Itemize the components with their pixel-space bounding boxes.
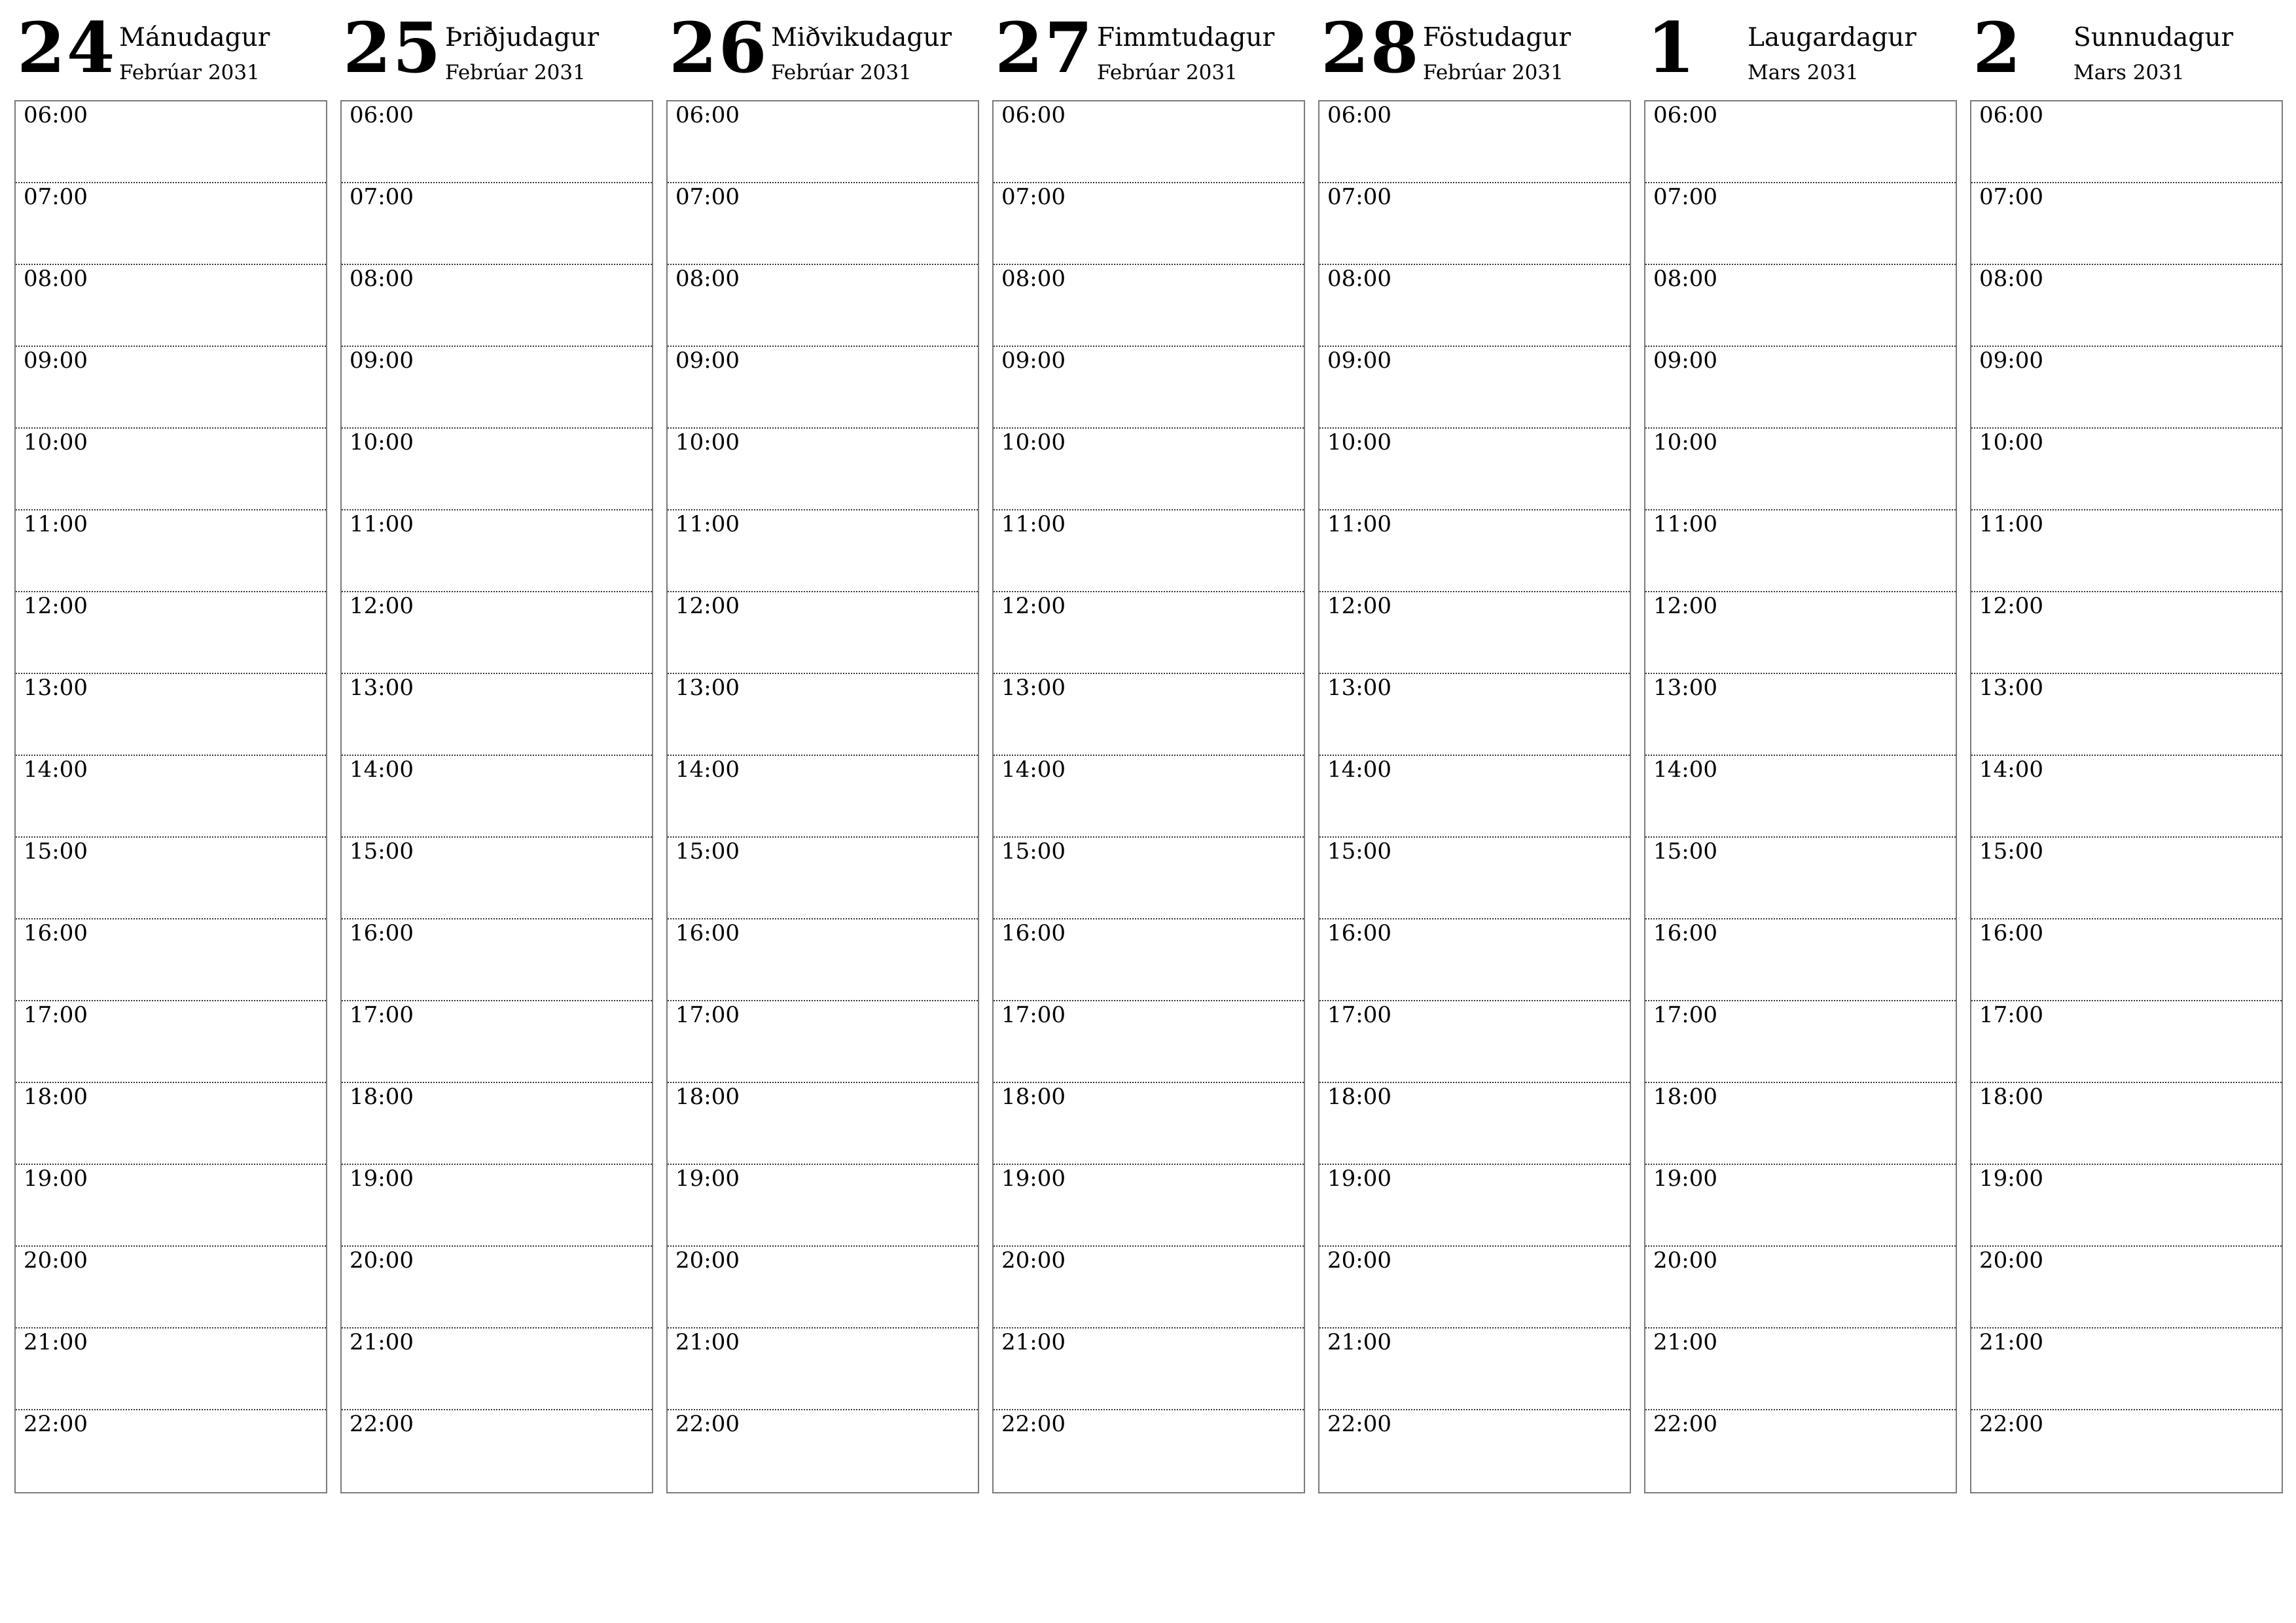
time-label: 07:00 bbox=[1001, 184, 1066, 210]
time-label: 12:00 bbox=[24, 593, 88, 619]
time-slot[interactable] bbox=[1645, 838, 1956, 919]
time-label: 17:00 bbox=[350, 1002, 414, 1028]
time-slot[interactable] bbox=[1971, 347, 2282, 429]
day-number: 28 bbox=[1321, 7, 1420, 88]
day-column bbox=[14, 0, 327, 1505]
time-slot[interactable] bbox=[342, 183, 652, 265]
time-slot[interactable] bbox=[16, 101, 326, 183]
time-label: 20:00 bbox=[1979, 1247, 2043, 1274]
time-label: 17:00 bbox=[1979, 1002, 2043, 1028]
time-label: 10:00 bbox=[675, 429, 740, 455]
time-slot[interactable] bbox=[342, 1001, 652, 1083]
time-label: 21:00 bbox=[1001, 1329, 1066, 1355]
time-slot[interactable] bbox=[994, 756, 1304, 838]
time-slot[interactable] bbox=[1319, 265, 1630, 347]
time-label: 09:00 bbox=[675, 348, 740, 374]
time-label: 19:00 bbox=[1327, 1166, 1391, 1192]
time-label: 21:00 bbox=[675, 1329, 740, 1355]
time-slot[interactable] bbox=[16, 838, 326, 919]
time-label: 22:00 bbox=[24, 1411, 88, 1437]
day-schedule-box bbox=[666, 100, 979, 1493]
time-label: 06:00 bbox=[675, 102, 740, 128]
time-slot[interactable] bbox=[668, 101, 978, 183]
day-header bbox=[1644, 0, 1957, 98]
day-header bbox=[14, 0, 327, 98]
time-slot[interactable] bbox=[994, 183, 1304, 265]
time-label: 22:00 bbox=[1653, 1411, 1717, 1437]
time-slot[interactable] bbox=[1971, 592, 2282, 674]
time-slot[interactable] bbox=[1971, 1165, 2282, 1247]
time-label: 18:00 bbox=[350, 1084, 414, 1110]
time-label: 16:00 bbox=[1979, 920, 2043, 946]
day-header bbox=[666, 0, 979, 98]
time-label: 09:00 bbox=[1979, 348, 2043, 374]
time-slot[interactable] bbox=[1971, 919, 2282, 1001]
day-number: 26 bbox=[669, 7, 768, 88]
time-label: 10:00 bbox=[1001, 429, 1066, 455]
time-label: 19:00 bbox=[1653, 1166, 1717, 1192]
time-slot[interactable] bbox=[342, 756, 652, 838]
time-slot[interactable] bbox=[668, 919, 978, 1001]
day-schedule-box bbox=[1970, 100, 2283, 1493]
time-label: 14:00 bbox=[1001, 757, 1066, 783]
time-label: 12:00 bbox=[1327, 593, 1391, 619]
time-slot[interactable] bbox=[1319, 1247, 1630, 1329]
time-slot[interactable] bbox=[1645, 674, 1956, 756]
time-label: 16:00 bbox=[1653, 920, 1717, 946]
time-label: 08:00 bbox=[1001, 266, 1066, 292]
time-label: 18:00 bbox=[1979, 1084, 2043, 1110]
time-slot[interactable] bbox=[1645, 1165, 1956, 1247]
day-month: Febrúar 2031 bbox=[771, 61, 912, 84]
day-number: 25 bbox=[343, 7, 442, 88]
time-slot[interactable] bbox=[1971, 756, 2282, 838]
time-label: 15:00 bbox=[1001, 838, 1066, 865]
time-label: 08:00 bbox=[675, 266, 740, 292]
time-slot[interactable] bbox=[994, 429, 1304, 510]
time-slot[interactable] bbox=[1319, 183, 1630, 265]
time-label: 11:00 bbox=[1653, 511, 1717, 537]
time-slot[interactable] bbox=[994, 1410, 1304, 1492]
time-label: 21:00 bbox=[1327, 1329, 1391, 1355]
day-header bbox=[1970, 0, 2283, 98]
time-label: 10:00 bbox=[1327, 429, 1391, 455]
time-slot[interactable] bbox=[668, 1001, 978, 1083]
day-name: Mánudagur bbox=[119, 23, 270, 52]
time-label: 07:00 bbox=[1327, 184, 1391, 210]
time-slot[interactable] bbox=[1319, 1410, 1630, 1492]
time-label: 17:00 bbox=[1001, 1002, 1066, 1028]
time-label: 11:00 bbox=[1327, 511, 1391, 537]
time-slot[interactable] bbox=[16, 1410, 326, 1492]
time-slot[interactable] bbox=[16, 1001, 326, 1083]
time-label: 06:00 bbox=[1327, 102, 1391, 128]
time-slot[interactable] bbox=[1319, 1165, 1630, 1247]
time-slot[interactable] bbox=[994, 1247, 1304, 1329]
time-label: 08:00 bbox=[1327, 266, 1391, 292]
time-label: 08:00 bbox=[350, 266, 414, 292]
time-label: 06:00 bbox=[1653, 102, 1717, 128]
time-label: 18:00 bbox=[675, 1084, 740, 1110]
time-label: 20:00 bbox=[1653, 1247, 1717, 1274]
time-slot[interactable] bbox=[1971, 1001, 2282, 1083]
time-label: 15:00 bbox=[1327, 838, 1391, 865]
time-label: 21:00 bbox=[1979, 1329, 2043, 1355]
day-header bbox=[340, 0, 653, 98]
time-slot[interactable] bbox=[1319, 429, 1630, 510]
day-column bbox=[340, 0, 653, 1505]
day-column bbox=[1318, 0, 1631, 1505]
day-name: Laugardagur bbox=[1748, 23, 1917, 52]
time-slot[interactable] bbox=[1645, 265, 1956, 347]
time-slot[interactable] bbox=[342, 347, 652, 429]
time-label: 10:00 bbox=[24, 429, 88, 455]
time-slot[interactable] bbox=[994, 919, 1304, 1001]
time-label: 17:00 bbox=[24, 1002, 88, 1028]
time-slot[interactable] bbox=[342, 101, 652, 183]
time-slot[interactable] bbox=[342, 674, 652, 756]
time-slot[interactable] bbox=[1971, 1329, 2282, 1410]
time-slot[interactable] bbox=[1645, 1247, 1956, 1329]
time-label: 07:00 bbox=[350, 184, 414, 210]
time-label: 20:00 bbox=[1001, 1247, 1066, 1274]
time-label: 14:00 bbox=[350, 757, 414, 783]
time-slot[interactable] bbox=[16, 592, 326, 674]
time-label: 10:00 bbox=[1979, 429, 2043, 455]
time-slot[interactable] bbox=[668, 1329, 978, 1410]
time-label: 18:00 bbox=[24, 1084, 88, 1110]
day-name: Þriðjudagur bbox=[445, 23, 600, 52]
time-label: 11:00 bbox=[675, 511, 740, 537]
time-slot[interactable] bbox=[994, 347, 1304, 429]
day-column bbox=[1644, 0, 1957, 1505]
time-slot[interactable] bbox=[1319, 919, 1630, 1001]
time-slot[interactable] bbox=[668, 592, 978, 674]
time-slot[interactable] bbox=[1645, 592, 1956, 674]
time-label: 10:00 bbox=[1653, 429, 1717, 455]
day-schedule-box bbox=[992, 100, 1305, 1493]
time-label: 10:00 bbox=[350, 429, 414, 455]
time-label: 12:00 bbox=[1979, 593, 2043, 619]
time-slot[interactable] bbox=[1319, 1001, 1630, 1083]
time-label: 19:00 bbox=[675, 1166, 740, 1192]
time-slot[interactable] bbox=[668, 674, 978, 756]
time-slot[interactable] bbox=[994, 101, 1304, 183]
time-label: 20:00 bbox=[675, 1247, 740, 1274]
day-month: Febrúar 2031 bbox=[445, 61, 586, 84]
day-month: Febrúar 2031 bbox=[119, 61, 260, 84]
time-label: 13:00 bbox=[1327, 675, 1391, 701]
day-schedule-box bbox=[1318, 100, 1631, 1493]
time-slot[interactable] bbox=[16, 347, 326, 429]
time-slot[interactable] bbox=[342, 592, 652, 674]
time-slot[interactable] bbox=[1971, 265, 2282, 347]
day-number: 1 bbox=[1647, 7, 1696, 88]
time-label: 12:00 bbox=[675, 593, 740, 619]
time-slot[interactable] bbox=[994, 1001, 1304, 1083]
time-slot[interactable] bbox=[342, 1410, 652, 1492]
time-slot[interactable] bbox=[668, 1083, 978, 1165]
time-label: 14:00 bbox=[1653, 757, 1717, 783]
time-label: 17:00 bbox=[675, 1002, 740, 1028]
time-label: 21:00 bbox=[350, 1329, 414, 1355]
time-label: 14:00 bbox=[675, 757, 740, 783]
time-slot[interactable] bbox=[16, 510, 326, 592]
time-label: 07:00 bbox=[1979, 184, 2043, 210]
time-slot[interactable] bbox=[342, 838, 652, 919]
time-slot[interactable] bbox=[668, 429, 978, 510]
time-slot[interactable] bbox=[16, 919, 326, 1001]
time-slot[interactable] bbox=[1971, 674, 2282, 756]
time-label: 11:00 bbox=[1979, 511, 2043, 537]
time-slot[interactable] bbox=[994, 1165, 1304, 1247]
time-slot[interactable] bbox=[1319, 838, 1630, 919]
time-slot[interactable] bbox=[1645, 429, 1956, 510]
day-header bbox=[1318, 0, 1631, 98]
time-slot[interactable] bbox=[1971, 510, 2282, 592]
day-month: Mars 2031 bbox=[1748, 61, 1859, 84]
time-label: 17:00 bbox=[1653, 1002, 1717, 1028]
time-label: 09:00 bbox=[350, 348, 414, 374]
time-label: 13:00 bbox=[675, 675, 740, 701]
time-slot[interactable] bbox=[342, 1247, 652, 1329]
time-label: 22:00 bbox=[1979, 1411, 2043, 1437]
time-slot[interactable] bbox=[1971, 838, 2282, 919]
time-label: 14:00 bbox=[1327, 757, 1391, 783]
time-label: 13:00 bbox=[24, 675, 88, 701]
time-label: 18:00 bbox=[1001, 1084, 1066, 1110]
time-label: 15:00 bbox=[1653, 838, 1717, 865]
time-label: 07:00 bbox=[1653, 184, 1717, 210]
day-number: 24 bbox=[17, 7, 117, 88]
time-slot[interactable] bbox=[342, 510, 652, 592]
time-slot[interactable] bbox=[1971, 101, 2282, 183]
time-label: 07:00 bbox=[675, 184, 740, 210]
time-label: 06:00 bbox=[350, 102, 414, 128]
day-schedule-box bbox=[1644, 100, 1957, 1493]
day-month: Mars 2031 bbox=[2073, 61, 2185, 84]
time-slot[interactable] bbox=[994, 1329, 1304, 1410]
time-slot[interactable] bbox=[342, 919, 652, 1001]
time-label: 08:00 bbox=[1653, 266, 1717, 292]
time-slot[interactable] bbox=[1645, 756, 1956, 838]
time-label: 17:00 bbox=[1327, 1002, 1391, 1028]
time-slot[interactable] bbox=[668, 347, 978, 429]
time-slot[interactable] bbox=[1319, 756, 1630, 838]
time-label: 14:00 bbox=[1979, 757, 2043, 783]
time-label: 21:00 bbox=[24, 1329, 88, 1355]
day-number: 27 bbox=[995, 7, 1094, 88]
time-label: 13:00 bbox=[1653, 675, 1717, 701]
time-label: 18:00 bbox=[1327, 1084, 1391, 1110]
time-slot[interactable] bbox=[668, 510, 978, 592]
time-slot[interactable] bbox=[994, 1083, 1304, 1165]
time-label: 22:00 bbox=[350, 1411, 414, 1437]
time-slot[interactable] bbox=[16, 756, 326, 838]
time-label: 16:00 bbox=[675, 920, 740, 946]
time-label: 18:00 bbox=[1653, 1084, 1717, 1110]
time-label: 16:00 bbox=[1327, 920, 1391, 946]
time-slot[interactable] bbox=[1971, 1410, 2282, 1492]
time-label: 12:00 bbox=[1001, 593, 1066, 619]
time-slot[interactable] bbox=[994, 592, 1304, 674]
day-name: Miðvikudagur bbox=[771, 23, 952, 52]
time-slot[interactable] bbox=[1319, 1329, 1630, 1410]
time-slot[interactable] bbox=[16, 183, 326, 265]
time-label: 11:00 bbox=[24, 511, 88, 537]
time-slot[interactable] bbox=[1645, 919, 1956, 1001]
time-slot[interactable] bbox=[668, 1165, 978, 1247]
time-label: 16:00 bbox=[1001, 920, 1066, 946]
day-month: Febrúar 2031 bbox=[1097, 61, 1238, 84]
time-label: 12:00 bbox=[1653, 593, 1717, 619]
time-label: 22:00 bbox=[1327, 1411, 1391, 1437]
time-slot[interactable] bbox=[1319, 101, 1630, 183]
time-label: 16:00 bbox=[24, 920, 88, 946]
time-label: 08:00 bbox=[1979, 266, 2043, 292]
time-label: 14:00 bbox=[24, 757, 88, 783]
time-slot[interactable] bbox=[16, 429, 326, 510]
time-slot[interactable] bbox=[342, 1329, 652, 1410]
time-label: 12:00 bbox=[350, 593, 414, 619]
time-label: 15:00 bbox=[24, 838, 88, 865]
time-label: 16:00 bbox=[350, 920, 414, 946]
time-slot[interactable] bbox=[16, 1247, 326, 1329]
time-label: 15:00 bbox=[350, 838, 414, 865]
time-slot[interactable] bbox=[1971, 1083, 2282, 1165]
time-label: 21:00 bbox=[1653, 1329, 1717, 1355]
time-slot[interactable] bbox=[1645, 1329, 1956, 1410]
time-label: 20:00 bbox=[1327, 1247, 1391, 1274]
time-label: 19:00 bbox=[350, 1166, 414, 1192]
time-slot[interactable] bbox=[342, 1083, 652, 1165]
time-label: 09:00 bbox=[24, 348, 88, 374]
time-slot[interactable] bbox=[994, 510, 1304, 592]
time-slot[interactable] bbox=[342, 265, 652, 347]
time-slot[interactable] bbox=[16, 1083, 326, 1165]
day-month: Febrúar 2031 bbox=[1423, 61, 1564, 84]
time-slot[interactable] bbox=[1645, 347, 1956, 429]
time-slot[interactable] bbox=[1645, 1001, 1956, 1083]
time-slot[interactable] bbox=[1319, 510, 1630, 592]
time-label: 06:00 bbox=[1979, 102, 2043, 128]
time-label: 06:00 bbox=[24, 102, 88, 128]
day-column bbox=[992, 0, 1305, 1505]
time-slot[interactable] bbox=[1319, 592, 1630, 674]
time-slot[interactable] bbox=[1971, 429, 2282, 510]
time-slot[interactable] bbox=[994, 265, 1304, 347]
time-slot[interactable] bbox=[994, 838, 1304, 919]
time-slot[interactable] bbox=[1645, 183, 1956, 265]
time-label: 08:00 bbox=[24, 266, 88, 292]
time-label: 13:00 bbox=[1979, 675, 2043, 701]
time-label: 11:00 bbox=[350, 511, 414, 537]
time-slot[interactable] bbox=[1645, 510, 1956, 592]
time-slot[interactable] bbox=[1319, 347, 1630, 429]
time-label: 13:00 bbox=[350, 675, 414, 701]
day-schedule-box bbox=[340, 100, 653, 1493]
time-label: 22:00 bbox=[675, 1411, 740, 1437]
day-column bbox=[1970, 0, 2283, 1505]
time-label: 20:00 bbox=[24, 1247, 88, 1274]
time-slot[interactable] bbox=[668, 1410, 978, 1492]
time-slot[interactable] bbox=[1645, 1410, 1956, 1492]
day-schedule-box bbox=[14, 100, 327, 1493]
time-slot[interactable] bbox=[994, 674, 1304, 756]
time-label: 13:00 bbox=[1001, 675, 1066, 701]
time-slot[interactable] bbox=[668, 183, 978, 265]
time-label: 19:00 bbox=[24, 1166, 88, 1192]
time-label: 11:00 bbox=[1001, 511, 1066, 537]
time-label: 15:00 bbox=[1979, 838, 2043, 865]
time-slot[interactable] bbox=[16, 1329, 326, 1410]
time-slot[interactable] bbox=[342, 429, 652, 510]
time-slot[interactable] bbox=[668, 1247, 978, 1329]
time-slot[interactable] bbox=[668, 265, 978, 347]
time-label: 09:00 bbox=[1653, 348, 1717, 374]
time-label: 07:00 bbox=[24, 184, 88, 210]
day-name: Sunnudagur bbox=[2073, 23, 2234, 52]
time-slot[interactable] bbox=[668, 838, 978, 919]
time-label: 15:00 bbox=[675, 838, 740, 865]
time-label: 09:00 bbox=[1001, 348, 1066, 374]
time-label: 06:00 bbox=[1001, 102, 1066, 128]
time-slot[interactable] bbox=[1971, 1247, 2282, 1329]
day-column bbox=[666, 0, 979, 1505]
time-slot[interactable] bbox=[16, 1165, 326, 1247]
time-label: 19:00 bbox=[1001, 1166, 1066, 1192]
day-name: Fimmtudagur bbox=[1097, 23, 1275, 52]
time-label: 09:00 bbox=[1327, 348, 1391, 374]
time-slot[interactable] bbox=[1645, 1083, 1956, 1165]
time-slot[interactable] bbox=[668, 756, 978, 838]
time-slot[interactable] bbox=[16, 265, 326, 347]
day-header bbox=[992, 0, 1305, 98]
time-slot[interactable] bbox=[342, 1165, 652, 1247]
time-slot[interactable] bbox=[1971, 183, 2282, 265]
time-slot[interactable] bbox=[1645, 101, 1956, 183]
day-number: 2 bbox=[1973, 7, 2022, 88]
time-slot[interactable] bbox=[1319, 1083, 1630, 1165]
time-label: 20:00 bbox=[350, 1247, 414, 1274]
time-label: 19:00 bbox=[1979, 1166, 2043, 1192]
day-name: Föstudagur bbox=[1423, 23, 1571, 52]
time-label: 22:00 bbox=[1001, 1411, 1066, 1437]
time-slot[interactable] bbox=[16, 674, 326, 756]
time-slot[interactable] bbox=[1319, 674, 1630, 756]
